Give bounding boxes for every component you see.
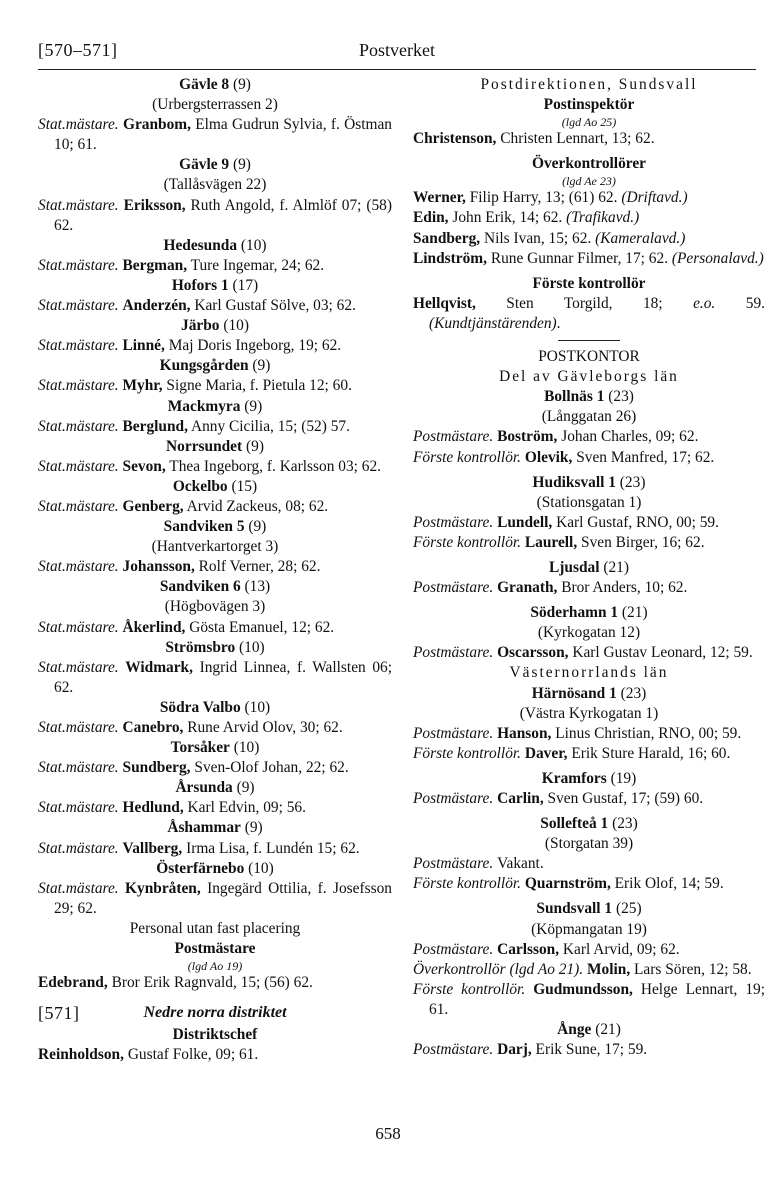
office-class: (21) bbox=[618, 604, 648, 622]
staff-entry bbox=[38, 1045, 392, 1065]
staff-details: Sven Manfred, 17; 62. bbox=[572, 448, 715, 466]
region-heading: Västernorrlands län bbox=[509, 664, 669, 682]
office-class: (10) bbox=[219, 317, 249, 335]
office-address: (Urbergsterrassen 2) bbox=[152, 96, 278, 114]
office-heading bbox=[38, 859, 392, 879]
staff-details: Sten Torgild, 18; bbox=[475, 294, 694, 312]
staff-details: Sven Birger, 16; 62. bbox=[577, 533, 705, 551]
office-class: (9) bbox=[244, 518, 267, 536]
staff-surname: Quarnström, bbox=[524, 875, 611, 893]
staff-entry bbox=[413, 980, 765, 1020]
office-name: Hudiksvall 1 bbox=[532, 473, 616, 491]
district-reference: [571] bbox=[38, 1003, 80, 1024]
office-address: (Stationsgatan 1) bbox=[536, 493, 642, 511]
office-class: (10) bbox=[240, 698, 271, 716]
right-column bbox=[413, 75, 765, 1060]
office-heading bbox=[38, 517, 392, 537]
department-note: (Kundtjänstärenden) bbox=[429, 314, 557, 332]
staff-details: Ruth Angold, f. Almlöf 07; (58) 62. bbox=[54, 196, 392, 234]
staff-title: Postmästare. bbox=[413, 1041, 498, 1059]
staff-entry bbox=[38, 839, 392, 859]
office-name: Hedesunda bbox=[163, 236, 238, 254]
region-heading: Postdirektionen, Sundsvall bbox=[480, 76, 698, 93]
staff-entry bbox=[38, 296, 392, 316]
office-heading bbox=[38, 778, 392, 798]
staff-surname: Sevon, bbox=[122, 457, 166, 475]
staff-entry bbox=[413, 533, 765, 553]
left-column bbox=[38, 75, 392, 1065]
office-name: Söderhamn 1 bbox=[530, 604, 619, 622]
office-heading bbox=[38, 698, 392, 718]
office-name: Hofors 1 bbox=[171, 276, 229, 294]
office-class: (9) bbox=[229, 76, 251, 93]
staff-details: Lars Sören, 12; 58. bbox=[630, 960, 752, 978]
staff-surname: Carlsson, bbox=[497, 940, 560, 958]
office-address: (Hantverkartorget 3) bbox=[151, 538, 279, 556]
staff-entry bbox=[413, 188, 765, 208]
staff-surname: Edebrand, bbox=[38, 974, 108, 992]
office-heading bbox=[38, 95, 392, 115]
office-class: (23) bbox=[615, 473, 646, 491]
staff-surname: Lindström, bbox=[413, 249, 487, 267]
grade-note: (lgd Ao 19) bbox=[187, 959, 243, 974]
staff-details: Filip Harry, 13; (61) 62. bbox=[465, 189, 622, 207]
staff-title: Stat.mästare. bbox=[38, 618, 123, 636]
office-class: (15) bbox=[227, 477, 258, 495]
department-note: e.o. bbox=[693, 294, 716, 312]
staff-title: Stat.mästare. bbox=[38, 879, 126, 897]
staff-title: Postmästare. bbox=[413, 513, 498, 531]
staff-details: Erik Sune, 17; 59. bbox=[531, 1041, 648, 1059]
staff-surname: Molin, bbox=[586, 960, 631, 978]
staff-entry bbox=[38, 758, 392, 778]
staff-entry bbox=[413, 724, 765, 744]
staff-surname: Sundberg, bbox=[122, 759, 191, 777]
staff-title: Stat.mästare. bbox=[38, 297, 123, 315]
staff-title: Postmästare. bbox=[413, 428, 498, 446]
staff-details: Elma Gudrun Sylvia, f. Östman 10; 61. bbox=[54, 116, 392, 154]
office-name: Årsunda bbox=[175, 779, 233, 797]
staff-title: Stat.mästare. bbox=[38, 196, 124, 214]
office-heading bbox=[413, 473, 765, 493]
staff-entry bbox=[413, 874, 765, 894]
section-divider bbox=[558, 340, 620, 341]
staff-entry bbox=[413, 643, 765, 663]
staff-surname: Hanson, bbox=[497, 724, 552, 742]
staff-title: Postmästare. bbox=[413, 855, 498, 873]
staff-surname: Kynbråten, bbox=[125, 879, 201, 897]
staff-surname: Johansson, bbox=[122, 558, 195, 576]
staff-details: Bror Anders, 10; 62. bbox=[557, 579, 688, 597]
staff-details: Christen Lennart, 13; 62. bbox=[496, 130, 655, 148]
office-heading bbox=[38, 155, 392, 175]
staff-details: Thea Ingeborg, f. Karlsson 03; 62. bbox=[165, 457, 382, 475]
staff-details: Rune Arvid Olov, 30; 62. bbox=[183, 719, 343, 736]
office-name: Mackmyra bbox=[167, 397, 241, 415]
office-name: Torsåker bbox=[170, 739, 230, 757]
office-heading bbox=[413, 769, 765, 789]
staff-surname: Sandberg, bbox=[413, 229, 481, 247]
office-class: (23) bbox=[604, 388, 634, 406]
office-class: (10) bbox=[229, 739, 260, 757]
staff-entry bbox=[413, 744, 765, 764]
office-name: Ljusdal bbox=[549, 558, 600, 576]
office-name: Sandviken 5 bbox=[163, 518, 245, 536]
staff-entry bbox=[413, 208, 765, 228]
staff-surname: Hedlund, bbox=[122, 799, 184, 817]
office-name: Åshammar bbox=[167, 819, 241, 837]
staff-details: Johan Charles, 09; 62. bbox=[557, 428, 699, 446]
office-name: Gävle 9 bbox=[179, 156, 230, 174]
office-heading bbox=[38, 537, 392, 557]
staff-details: Karl Gustaf Sölve, 03; 62. bbox=[190, 297, 356, 315]
office-name: Sollefteå 1 bbox=[540, 815, 609, 833]
office-heading bbox=[413, 493, 765, 513]
role-heading: Överkontrollörer bbox=[532, 155, 646, 173]
staff-surname: Anderzén, bbox=[122, 297, 191, 315]
page-number: 658 bbox=[375, 1124, 401, 1143]
office-name: Sandviken 6 bbox=[159, 578, 241, 596]
staff-entry bbox=[413, 229, 765, 249]
staff-title: Förste kontrollör. bbox=[413, 980, 534, 998]
staff-surname: Bergman, bbox=[122, 256, 188, 274]
staff-details: Rolf Verner, 28; 62. bbox=[194, 558, 321, 576]
staff-entry bbox=[38, 973, 392, 993]
office-class: (13) bbox=[240, 578, 271, 596]
staff-surname: Berglund, bbox=[122, 417, 188, 435]
office-class: (9) bbox=[240, 397, 263, 415]
staff-details: Maj Doris Ingeborg, 19; 62. bbox=[164, 337, 342, 355]
staff-surname: Gudmundsson, bbox=[533, 980, 633, 998]
staff-title: Förste kontrollör. bbox=[413, 875, 525, 893]
staff-title: Stat.mästare. bbox=[38, 719, 123, 736]
staff-title: Postmästare. bbox=[413, 579, 498, 597]
section-reference: [570–571] bbox=[38, 40, 118, 60]
office-address: (Storgatan 39) bbox=[544, 835, 634, 853]
staff-surname: Darj, bbox=[497, 1041, 532, 1059]
staff-surname: Widmark, bbox=[125, 658, 193, 676]
staff-entry bbox=[413, 294, 765, 334]
district-name: Nedre norra distriktet bbox=[143, 1004, 287, 1022]
department-note: (Trafikavd.) bbox=[566, 209, 640, 227]
staff-entry bbox=[38, 115, 392, 155]
staff-surname: Granbom, bbox=[122, 116, 191, 134]
office-heading bbox=[38, 577, 392, 597]
staff-title: Stat.mästare. bbox=[38, 839, 123, 857]
staff-surname: Hellqvist, bbox=[413, 294, 476, 312]
staff-title: Stat.mästare. bbox=[38, 497, 123, 515]
staff-surname: Canebro, bbox=[122, 719, 184, 736]
office-class: (10) bbox=[244, 859, 274, 877]
office-heading bbox=[413, 814, 765, 834]
staff-title: Stat.mästare. bbox=[38, 116, 123, 134]
office-name: Kungsgården bbox=[159, 357, 249, 375]
office-heading bbox=[413, 920, 765, 940]
staff-details: Arvid Zackeus, 08; 62. bbox=[183, 497, 329, 515]
office-class: (9) bbox=[242, 437, 264, 455]
staff-title: Stat.mästare. bbox=[38, 799, 123, 817]
office-heading bbox=[413, 558, 765, 578]
staff-surname: Eriksson, bbox=[123, 196, 186, 214]
office-name: Gävle 8 bbox=[179, 76, 230, 93]
page-header bbox=[38, 40, 756, 70]
staff-entry bbox=[413, 427, 765, 447]
staff-entry bbox=[413, 513, 765, 533]
office-name: Ånge bbox=[557, 1021, 592, 1039]
staff-entry bbox=[38, 798, 392, 818]
staff-surname: Genberg, bbox=[122, 497, 184, 515]
office-heading bbox=[413, 623, 765, 643]
staff-title: Stat.mästare. bbox=[38, 256, 123, 274]
staff-entry bbox=[38, 457, 392, 477]
office-heading bbox=[38, 638, 392, 658]
staff-details: Bror Erik Ragnvald, 15; (56) 62. bbox=[107, 974, 313, 992]
office-class: (10) bbox=[235, 638, 265, 656]
office-name: Ockelbo bbox=[172, 477, 228, 495]
office-heading bbox=[38, 437, 392, 457]
staff-title: Stat.mästare. bbox=[38, 337, 123, 355]
staff-details: Ingegärd Ottilia, f. Josefsson 29; 62. bbox=[54, 879, 392, 917]
staff-details: Karl Gustaf, RNO, 00; 59. bbox=[552, 513, 719, 531]
staff-details: Karl Gustav Leonard, 12; 59. bbox=[568, 644, 753, 662]
staff-entry bbox=[413, 129, 765, 149]
office-heading bbox=[413, 603, 765, 623]
office-heading bbox=[413, 834, 765, 854]
office-class: (9) bbox=[248, 357, 271, 375]
department-note: (Personalavd.) bbox=[671, 249, 764, 267]
office-heading bbox=[413, 1020, 765, 1040]
office-class: (21) bbox=[591, 1021, 621, 1039]
office-heading bbox=[38, 738, 392, 758]
office-class: (9) bbox=[232, 779, 255, 797]
staff-details: 59. bbox=[715, 294, 765, 312]
staff-surname: Lundell, bbox=[497, 513, 553, 531]
office-heading bbox=[38, 818, 392, 838]
office-class: (23) bbox=[616, 684, 647, 702]
staff-entry bbox=[413, 960, 765, 980]
office-heading bbox=[413, 684, 765, 704]
office-address: (Högbovägen 3) bbox=[164, 598, 266, 616]
office-heading bbox=[413, 704, 765, 724]
staff-entry bbox=[38, 718, 392, 738]
staff-details: Ture Ingemar, 24; 62. bbox=[187, 256, 325, 274]
staff-surname: Daver, bbox=[524, 744, 568, 762]
office-name: Bollnäs 1 bbox=[544, 388, 605, 406]
district-heading bbox=[38, 1003, 392, 1025]
office-heading bbox=[38, 75, 392, 95]
staff-surname: Linné, bbox=[122, 337, 165, 355]
staff-surname: Reinholdson, bbox=[38, 1046, 124, 1064]
staff-details: Gustaf Folke, 09; 61. bbox=[123, 1046, 259, 1064]
staff-details: Irma Lisa, f. Lundén 15; 62. bbox=[182, 839, 360, 857]
page-title: Postverket bbox=[359, 40, 435, 60]
staff-title: Förste kontrollör. bbox=[413, 448, 525, 466]
staff-details: Gösta Emanuel, 12; 62. bbox=[185, 618, 335, 636]
staff-title: Postmästare. bbox=[413, 940, 498, 958]
staff-details: Linus Christian, RNO, 00; 59. bbox=[551, 724, 742, 742]
region-heading: Del av Gävleborgs län bbox=[499, 368, 679, 386]
office-name: Järbo bbox=[181, 317, 220, 335]
office-name: Österfärnebo bbox=[156, 859, 245, 877]
office-class: (21) bbox=[599, 558, 629, 576]
staff-details: John Erik, 14; 62. bbox=[448, 209, 567, 227]
office-class: (17) bbox=[228, 276, 259, 294]
office-heading bbox=[38, 236, 392, 256]
staff-entry bbox=[38, 417, 392, 437]
staff-entry bbox=[38, 557, 392, 577]
staff-surname: Laurell, bbox=[524, 533, 578, 551]
staff-title: Stat.mästare. bbox=[38, 658, 126, 676]
office-class: (9) bbox=[240, 819, 263, 837]
office-heading bbox=[38, 276, 392, 296]
staff-details: Erik Olof, 14; 59. bbox=[610, 875, 724, 893]
section-heading: POSTKONTOR bbox=[538, 348, 640, 366]
staff-entry bbox=[38, 336, 392, 356]
staff-entry bbox=[413, 249, 765, 269]
role-heading: Postinspektör bbox=[543, 96, 635, 114]
staff-details: Sven Gustaf, 17; (59) 60. bbox=[543, 790, 704, 807]
role-heading: Postmästare bbox=[174, 940, 256, 958]
office-address: (Långgatan 26) bbox=[541, 408, 637, 426]
staff-details: Helge Lennart, 19; 61. bbox=[429, 980, 765, 1018]
staff-title: Stat.mästare. bbox=[38, 759, 123, 777]
staff-title: Postmästare. bbox=[413, 724, 498, 742]
office-class: (10) bbox=[237, 236, 267, 254]
staff-entry bbox=[38, 376, 392, 396]
staff-details: . bbox=[556, 314, 561, 332]
office-name: Södra Valbo bbox=[159, 698, 241, 716]
staff-details: Signe Maria, f. Pietula 12; 60. bbox=[162, 377, 352, 395]
department-note: (Driftavd.) bbox=[621, 189, 688, 207]
staff-surname: Oscarsson, bbox=[497, 644, 569, 662]
staff-entry bbox=[413, 854, 765, 874]
spacer bbox=[38, 993, 392, 1003]
staff-entry bbox=[38, 618, 392, 638]
staff-entry bbox=[38, 497, 392, 517]
staff-surname: Edin, bbox=[413, 209, 449, 227]
office-name: Sundsvall 1 bbox=[536, 900, 613, 918]
role-heading: Distriktschef bbox=[172, 1026, 258, 1044]
staff-title: Stat.mästare. bbox=[38, 558, 123, 576]
staff-title: Stat.mästare. bbox=[38, 457, 123, 475]
staff-surname: Christenson, bbox=[413, 130, 497, 148]
office-address: (Västra Kyrkogatan 1) bbox=[519, 704, 659, 722]
staff-title: Postmästare. bbox=[413, 790, 498, 807]
staff-details: Rune Gunnar Filmer, 17; 62. bbox=[486, 249, 672, 267]
staff-title: Förste kontrollör. bbox=[413, 533, 525, 551]
office-heading bbox=[413, 899, 765, 919]
office-name: Strömsbro bbox=[165, 638, 236, 656]
office-heading bbox=[38, 397, 392, 417]
header-rule bbox=[38, 69, 756, 70]
staff-surname: Granath, bbox=[497, 579, 558, 597]
office-address: (Tallåsvägen 22) bbox=[163, 176, 267, 194]
staff-entry bbox=[413, 448, 765, 468]
office-heading bbox=[38, 597, 392, 617]
staff-title: Stat.mästare. bbox=[38, 417, 123, 435]
staff-surname: Werner, bbox=[413, 189, 466, 207]
office-heading bbox=[38, 477, 392, 497]
office-heading bbox=[38, 356, 392, 376]
grade-note: (lgd Ae 23) bbox=[562, 174, 616, 189]
section-heading: Personal utan fast placering bbox=[129, 919, 301, 937]
staff-details: Erik Sture Harald, 16; 60. bbox=[567, 744, 731, 762]
office-class: (25) bbox=[612, 900, 642, 918]
staff-surname: Myhr, bbox=[122, 377, 163, 395]
staff-details: Ingrid Linnea, f. Wallsten 06; 62. bbox=[54, 658, 392, 696]
staff-entry bbox=[38, 256, 392, 276]
staff-entry bbox=[413, 789, 765, 809]
staff-details: Nils Ivan, 15; 62. bbox=[480, 229, 596, 247]
staff-surname: Vallberg, bbox=[122, 839, 183, 857]
staff-entry bbox=[413, 940, 765, 960]
staff-surname: Åkerlind, bbox=[122, 618, 186, 636]
office-heading bbox=[38, 316, 392, 336]
office-name: Härnösand 1 bbox=[531, 684, 617, 702]
staff-details: Sven-Olof Johan, 22; 62. bbox=[190, 759, 349, 777]
department-note: (Kameralavd.) bbox=[595, 229, 686, 247]
office-heading bbox=[413, 407, 765, 427]
staff-details: Karl Arvid, 09; 62. bbox=[559, 940, 680, 958]
office-class: (19) bbox=[606, 769, 637, 787]
office-address: (Köpmangatan 19) bbox=[531, 920, 647, 938]
staff-surname: Boström, bbox=[497, 428, 558, 446]
role-heading: Förste kontrollör bbox=[532, 274, 646, 292]
staff-surname: Olevik, bbox=[524, 448, 573, 466]
staff-entry bbox=[38, 658, 392, 698]
office-heading bbox=[413, 387, 765, 407]
office-name: Norrsundet bbox=[166, 437, 243, 455]
staff-title: Stat.mästare. bbox=[38, 377, 123, 395]
staff-title: Postmästare. bbox=[413, 644, 498, 662]
staff-details: Vakant. bbox=[497, 855, 544, 873]
staff-title: Överkontrollör (lgd Ao 21). bbox=[413, 960, 587, 978]
office-heading bbox=[38, 175, 392, 195]
staff-details: Karl Edvin, 09; 56. bbox=[183, 799, 306, 817]
grade-note: (lgd Ao 25) bbox=[561, 115, 617, 130]
office-class: (9) bbox=[229, 156, 251, 174]
staff-entry bbox=[413, 578, 765, 598]
staff-surname: Carlin, bbox=[497, 790, 544, 807]
office-class: (23) bbox=[608, 815, 638, 833]
staff-entry bbox=[413, 1040, 765, 1060]
office-name: Kramfors bbox=[541, 769, 607, 787]
staff-entry bbox=[38, 196, 392, 236]
staff-details: Anny Cicilia, 15; (52) 57. bbox=[187, 417, 350, 435]
staff-entry bbox=[38, 879, 392, 919]
office-address: (Kyrkogatan 12) bbox=[537, 624, 641, 642]
staff-title: Förste kontrollör. bbox=[413, 744, 525, 762]
